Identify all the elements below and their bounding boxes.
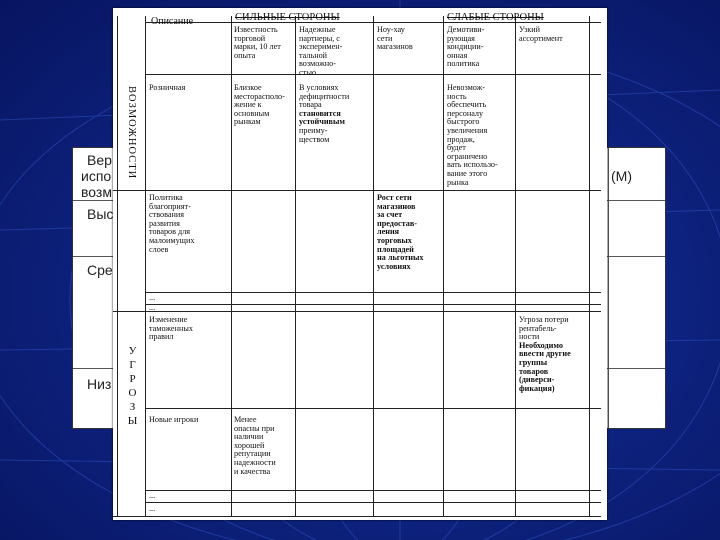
cell-r2-c1: Близкое месторасполо- жение к основным рынкам (234, 83, 285, 127)
back-row-label-high: Выс (87, 206, 114, 222)
threat-profitability-cell: Угроза потери рентабель- ности Необходимо ввести другие группы товаров (диверси- фикация) (519, 315, 571, 393)
header-strengths: СИЛЬНЫЕ СТОРОНЫ (235, 12, 340, 23)
threat-customs-description: Изменение таможенных правил (149, 315, 193, 342)
cell-r1-c3: Ноу-хау сети магазинов (377, 25, 413, 52)
header-weaknesses: СЛАБЫЕ СТОРОНЫ (447, 12, 544, 23)
back-row-label-medium: Сре (87, 262, 113, 278)
cell-r1-c4: Демотиви- рующая кондиции- онная политика (447, 25, 485, 69)
opportunity-ellipsis-1: ... (149, 293, 156, 302)
back-header-line-1: Вер (87, 152, 112, 168)
header-description: Описание (151, 16, 194, 27)
threat-ellipsis-2: ... (149, 504, 156, 513)
cell-r2-c4: Невозмож- ность обеспечить персоналу быстрого увеличения продаж, будет ограничено вать использо- вание этого рынка (447, 83, 498, 187)
opportunity-store-growth-cell: Рост сети магазинов за счет предостав- ления торговых площадей на льготных условиях (377, 193, 424, 271)
cell-r1-c1: Известность торговой марки, 10 лет опыта (234, 25, 281, 60)
threat-new-players-description: Новые игроки (149, 415, 199, 424)
back-header-line-2: испо (81, 168, 112, 184)
back-header-line-3: возм (81, 184, 112, 200)
opportunity-ellipsis-2: ... (149, 303, 156, 312)
section-threats-label: У Г Р О З Ы (127, 345, 139, 427)
section-opportunities-label: ВОЗМОЖНОСТИ (126, 86, 137, 180)
cell-r2-description: Розничная (149, 83, 186, 92)
cell-r1-c2: Надежные партнеры, с эксперимен- тальной возможно- стью (299, 25, 343, 77)
swot-document-scan (113, 8, 607, 520)
cell-r1-c5: Узкий ассортимент (519, 25, 563, 43)
back-header-right: (М) (611, 168, 632, 184)
cell-r2-c2: В условиях дефицитности товара становится устойчивым преиму- ществом (299, 83, 350, 144)
opportunity-policy-description: Политика благоприят- ствования развития товаров для малоимущих слоев (149, 193, 195, 254)
threat-new-players-cell: Менее опасны при наличии хорошей репутации надежности и качества (234, 415, 276, 476)
threat-ellipsis-1: ... (149, 491, 156, 500)
back-row-label-low: Низ (87, 376, 112, 392)
